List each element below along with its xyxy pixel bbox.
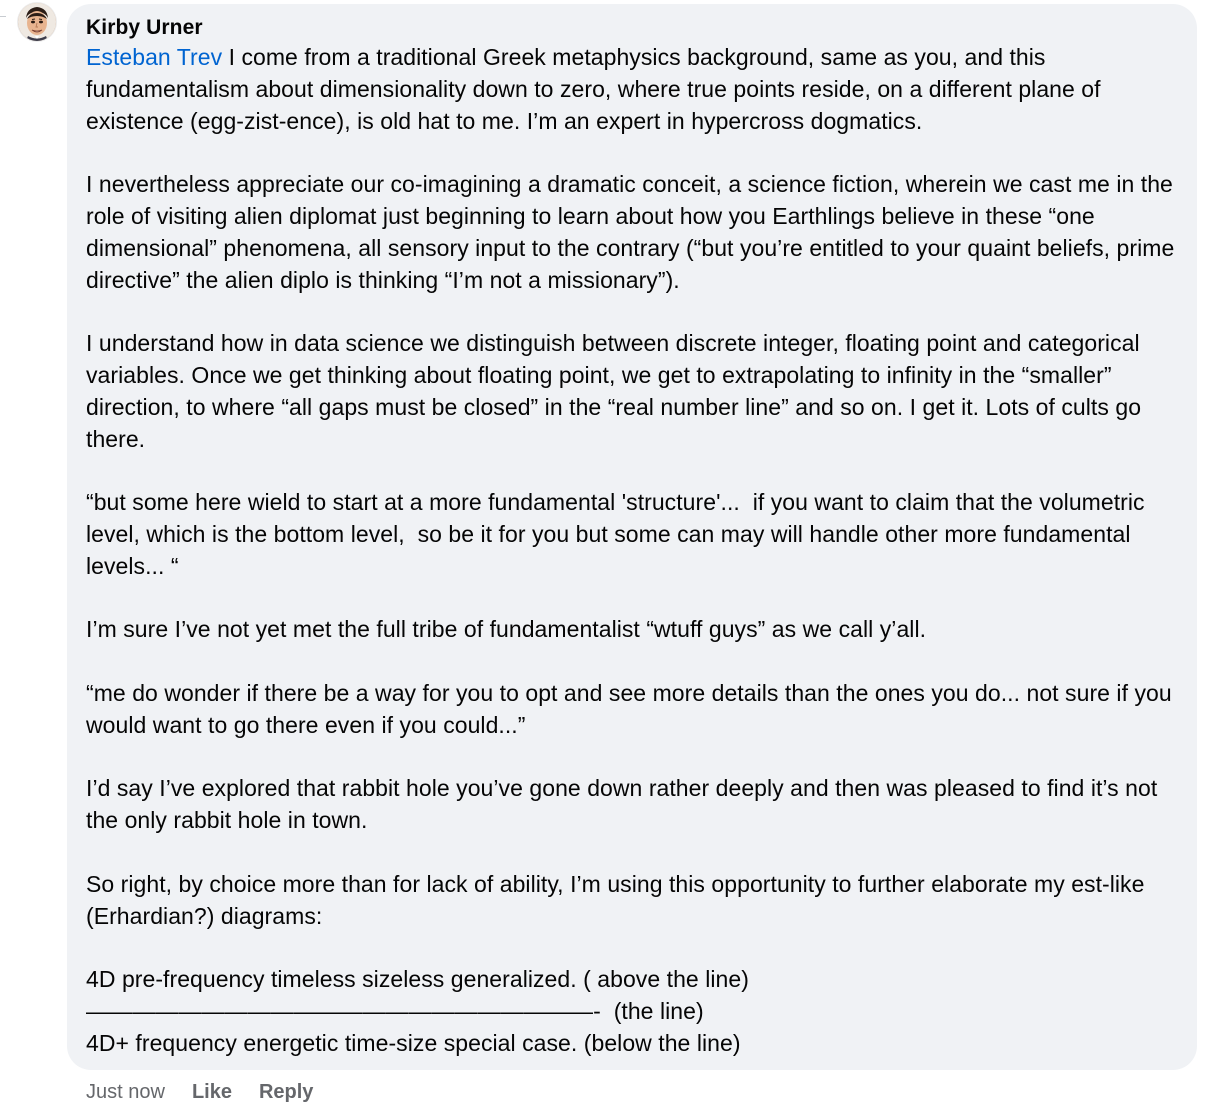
comment-paragraph: So right, by choice more than for lack of ability, I’m using this opportunity to further elaborate my est-like (Erhardian?) diagrams: <box>86 870 1151 929</box>
reply-button[interactable]: Reply <box>258 1081 314 1103</box>
mention-link[interactable]: Esteban Trev <box>86 44 223 70</box>
comment-paragraph: I nevertheless appreciate our co-imagining a dramatic conceit, a science fiction, wherein we cast me in the role of visiting alien diplomat just beginning to learn about how you Earthlings believe in these “one dimensional” phenomena, all sensory input to the contrary (“but you’re entitled to your quaint beliefs, prime directive” the alien diplo is thinking “I’m not a missionary”). <box>86 171 1181 293</box>
comment-bubble <box>67 4 1197 1070</box>
avatar-face-icon <box>18 3 56 41</box>
comment-timestamp[interactable]: Just now <box>86 1081 165 1103</box>
comment-paragraph: I’d say I’ve explored that rabbit hole you’ve gone down rather deeply and then was pleased to find it’s not the only rabbit hole in town. <box>86 775 1164 834</box>
comment-actions <box>86 1078 313 1106</box>
like-button[interactable]: Like <box>191 1081 232 1103</box>
comment-paragraph-text: I come from a traditional Greek metaphysics background, same as you, and this fundamentalism about dimensionality down to zero, where true points reside, on a different plane of existence (egg-zist-ence), is old hat to me. I’m an expert in hypercross dogmatics. <box>86 44 1108 134</box>
comment-paragraph: I understand how in data science we distinguish between discrete integer, floating point and categorical variables. Once we get thinking about floating point, we get to extrapolating to infinity in the “smaller” direction, to where “all gaps must be closed” in the “real number line” and so on. I get it. Lots of cults go there. <box>86 330 1148 452</box>
comment-body <box>86 42 1187 1060</box>
thread-connector <box>0 16 6 17</box>
diagram-line: ——————————————————————- (the line) <box>86 997 704 1024</box>
avatar[interactable] <box>18 3 56 41</box>
comment-author[interactable]: Kirby Urner <box>86 16 203 39</box>
comment-paragraph: “but some here wield to start at a more fundamental 'structure'... if you want to claim that the volumetric level, which is the bottom level, so be it for you but some can may will handle other more fundamental levels... “ <box>86 489 1152 579</box>
comment-paragraph <box>86 42 1187 137</box>
comment-paragraph: I’m sure I’ve not yet met the full tribe of fundamentalist “wtuff guys” as we call y’all. <box>86 616 927 643</box>
diagram-above-line: 4D pre-frequency timeless sizeless generalized. ( above the line) <box>86 966 749 993</box>
diagram-below-line: 4D+ frequency energetic time-size special case. (below the line) <box>86 1029 741 1056</box>
comment-paragraph: “me do wonder if there be a way for you to opt and see more details than the ones you do... not sure if you would want to go there even if you could...” <box>86 679 1179 738</box>
